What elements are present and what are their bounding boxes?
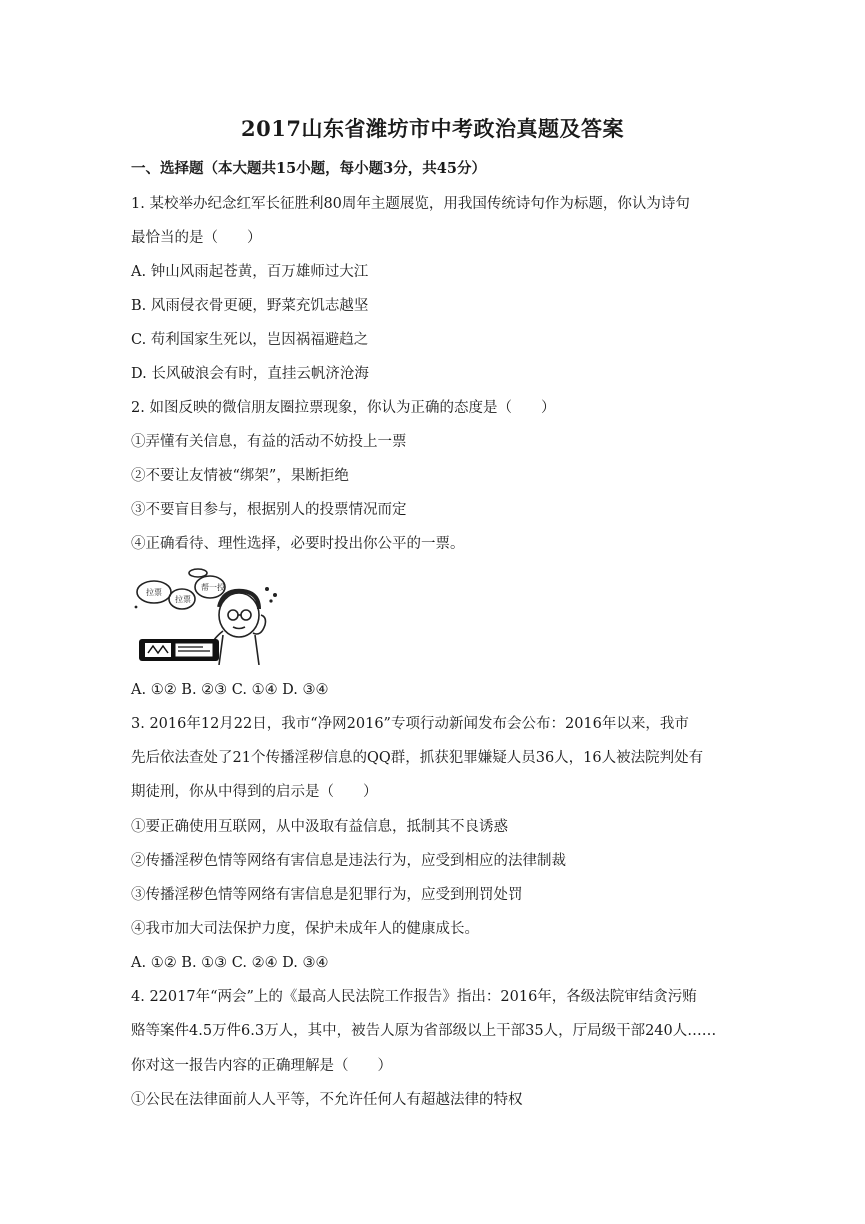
q3-stem-line-3: 期徒刑，你从中得到的启示是（ ） [131, 784, 378, 800]
q3-item-1: ①要正确使用互联网，从中汲取有益信息，抵制其不良诱惑 [131, 819, 508, 835]
section-heading: 一、选择题（本大题共15小题，每小题3分，共45分） [131, 160, 486, 177]
speech-bubble-4 [189, 569, 207, 577]
q2-item-3: ③不要盲目参与，根据别人的投票情况而定 [131, 502, 407, 518]
q2-stem: 2. 如图反映的微信朋友圈拉票现象，你认为正确的态度是（ ） [131, 400, 556, 416]
phone-device [139, 639, 219, 661]
q4-stem-line-2: 赂等案件4.5万件6.3万人，其中，被告人原为省部级以上干部35人，厅局级干部240人…… [131, 1023, 717, 1039]
q3-stem-line-1: 3. 2016年12月22日，我市“净网2016”专项行动新闻发布会公布：2016年以来，我市 [131, 716, 689, 732]
q1-option-b: B. 风雨侵衣骨更硬，野菜充饥志越坚 [131, 298, 369, 314]
q2-item-2: ②不要让友情被“绑架”，果断拒绝 [131, 468, 349, 484]
bubble-text-1: 拉票 [146, 588, 162, 597]
q4-stem-line-3: 你对这一报告内容的正确理解是（ ） [131, 1058, 392, 1074]
q3-answer-choices: A. ①② B. ①③ C. ②④ D. ③④ [131, 955, 329, 971]
q3-stem-line-2: 先后依法查处了21个传播淫秽信息的QQ群，抓获犯罪嫌疑人员36人，16人被法院判处有 [131, 750, 704, 766]
q2-item-4: ④正确看待、理性选择，必要时投出你公平的一票。 [131, 536, 465, 552]
q4-item-1: ①公民在法律面前人人平等，不允许任何人有超越法律的特权 [131, 1092, 523, 1108]
q2-answer-choices: A. ①② B. ②③ C. ①④ D. ③④ [131, 682, 329, 698]
cartoon-voting-illustration [131, 567, 281, 665]
q3-item-4: ④我市加大司法保护力度，保护未成年人的健康成长。 [131, 921, 479, 937]
q1-option-d: D. 长风破浪会有时，直挂云帆济沧海 [131, 366, 369, 382]
glasses-left [228, 610, 238, 620]
q1-option-c: C. 苟利国家生死以，岂因祸福避趋之 [131, 332, 369, 348]
q3-item-2: ②传播淫秽色情等网络有害信息是违法行为，应受到相应的法律制裁 [131, 853, 566, 869]
q4-stem-line-1: 4. 22017年“两会”上的《最高人民法院工作报告》指出：2016年，各级法院审结贪污贿 [131, 989, 697, 1005]
q1-stem-line-2: 最恰当的是（ ） [131, 230, 262, 246]
page-title: 2017山东省潍坊市中考政治真题及答案 [241, 116, 624, 141]
q3-item-3: ③传播淫秽色情等网络有害信息是犯罪行为，应受到刑罚处罚 [131, 887, 523, 903]
q2-item-1: ①弄懂有关信息，有益的活动不妨投上一票 [131, 434, 407, 450]
q1-stem-line-1: 1. 某校举办纪念红军长征胜利80周年主题展览，用我国传统诗句作为标题，你认为诗句 [131, 196, 690, 212]
q1-option-a: A. 钟山风雨起苍黄，百万雄师过大江 [131, 264, 369, 280]
glasses-right [241, 610, 251, 620]
bubble-text-2: 拉票 [175, 595, 191, 604]
bubble-text-3: 帮一投 [201, 583, 225, 592]
